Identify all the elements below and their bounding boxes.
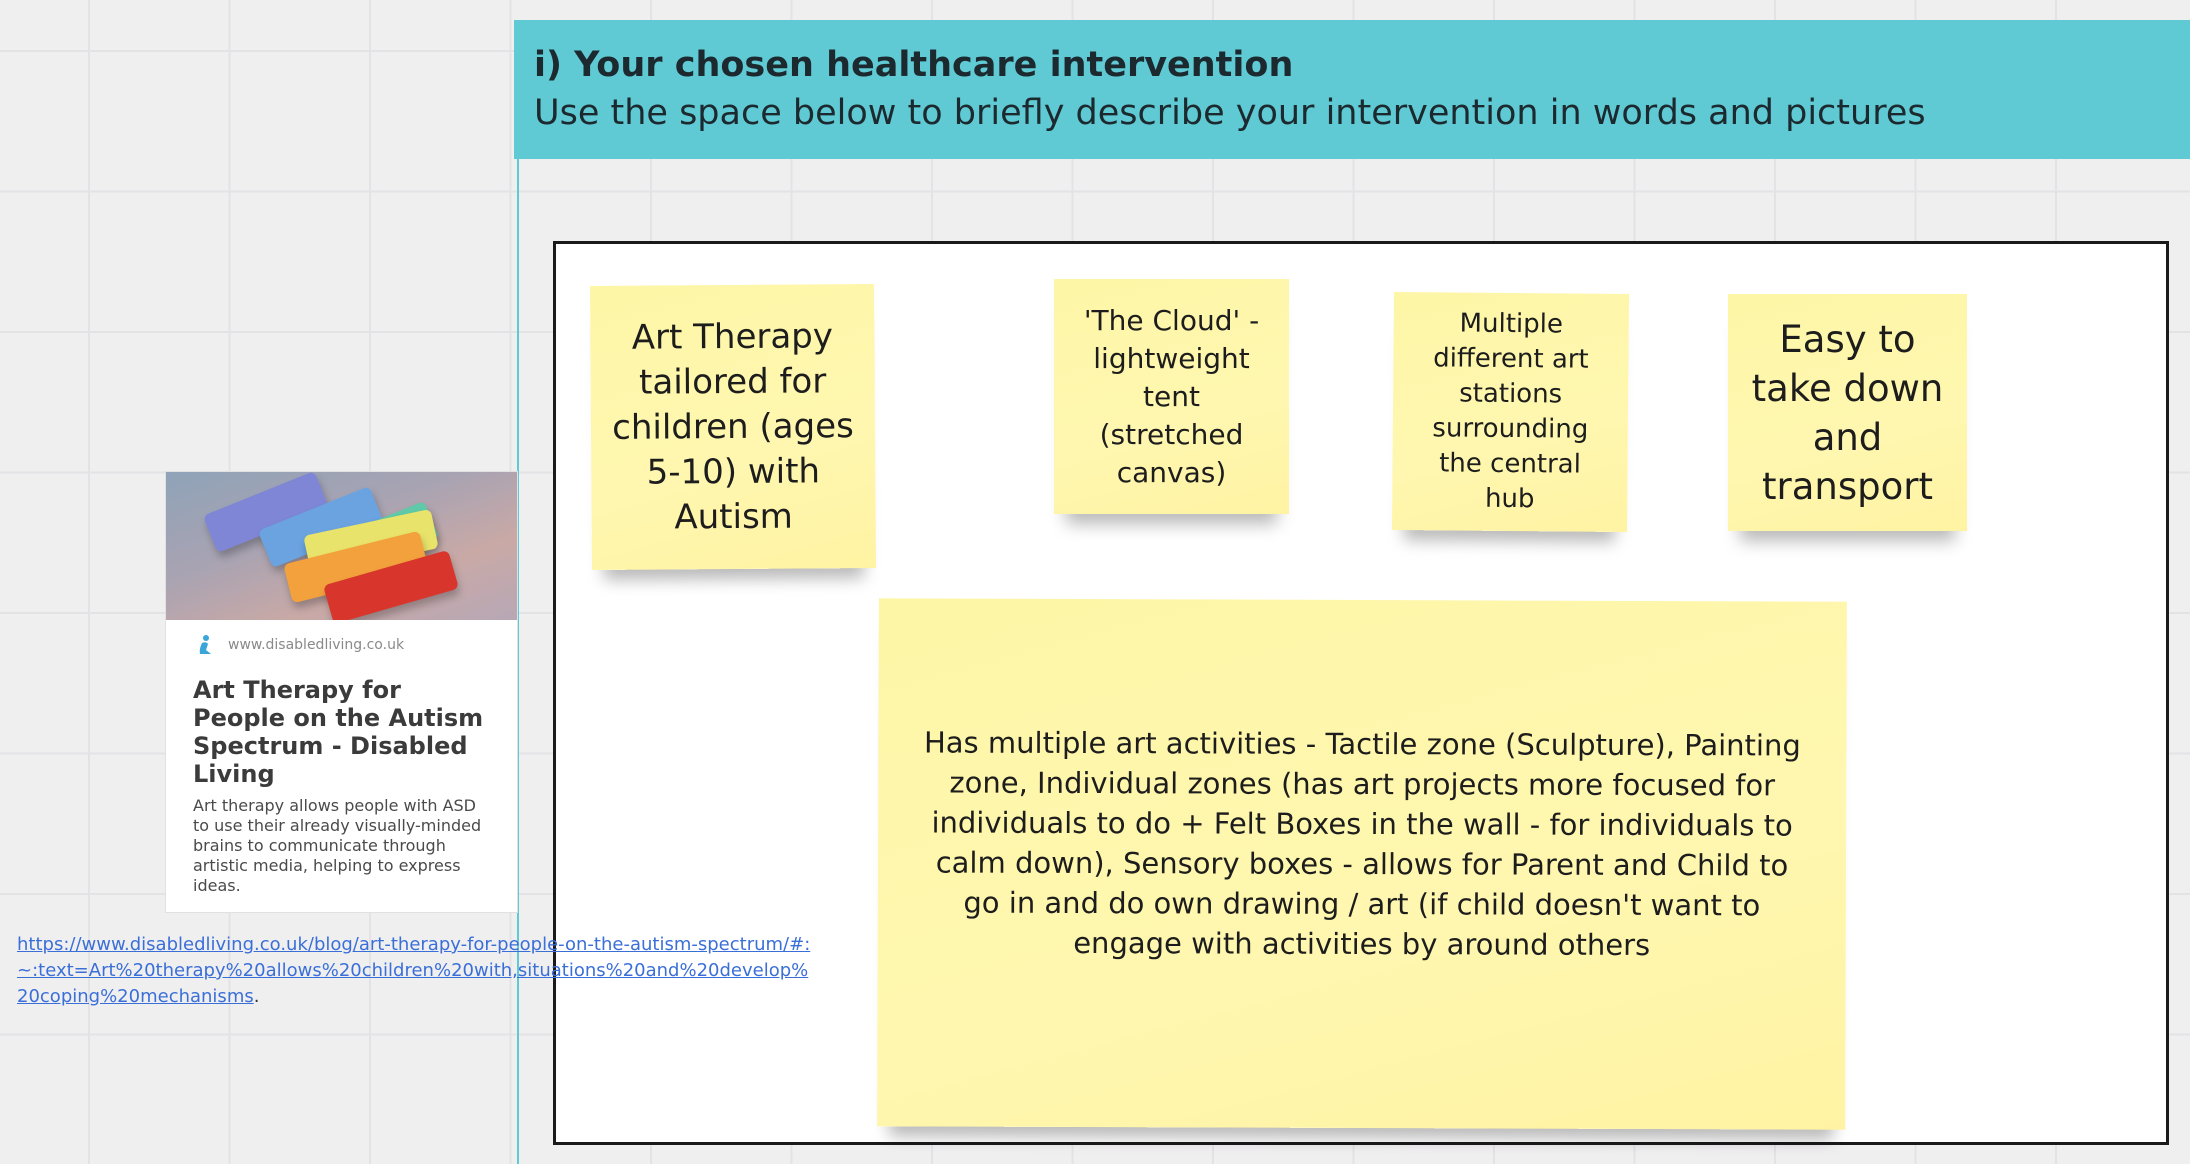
sticky-note-text: Art Therapy tailored for children (ages 5-10) with Autism bbox=[612, 315, 854, 537]
header-subtitle: Use the space below to briefly describe your intervention in words and pictures bbox=[534, 93, 1926, 133]
url-suffix: . bbox=[253, 986, 260, 1007]
card-source-domain: www.disabledliving.co.uk bbox=[228, 637, 405, 653]
frame-header[interactable] bbox=[514, 20, 2190, 159]
card-description: Art therapy allows people with ASD to use their already visually-minded brains to communicate through artistic media, helping to express ideas. bbox=[193, 796, 482, 895]
sticky-note-text: 'The Cloud' - lightweight tent (stretched canvas) bbox=[1083, 303, 1260, 489]
header-title: i) Your chosen healthcare intervention bbox=[534, 45, 1294, 85]
sticky-note-text: Easy to take down and transport bbox=[1751, 317, 1944, 508]
url-text-block bbox=[17, 932, 817, 1010]
card-source bbox=[196, 634, 517, 656]
sticky-note-transport[interactable] bbox=[1728, 294, 1967, 531]
card-title: Art Therapy for People on the Autism Spectrum - Disabled Living bbox=[193, 676, 484, 788]
card-preview-image bbox=[166, 472, 517, 620]
site-favicon-icon bbox=[196, 634, 214, 656]
sticky-note-art-therapy[interactable] bbox=[590, 284, 876, 570]
sticky-note-activities[interactable] bbox=[877, 598, 1847, 1129]
article-url-link[interactable]: https://www.disabledliving.co.uk/blog/art-therapy-for-people-on-the-autism-spectrum/#:~:text=Art%20therapy%20allows%20children%20with,situations%20and%20develop%20coping%20mechanisms bbox=[17, 934, 811, 1007]
sticky-note-art-stations[interactable] bbox=[1392, 292, 1629, 532]
sticky-note-text: Has multiple art activities - Tactile zone (Sculpture), Painting zone, Individual zones (has art projects more focused for individuals to do + Felt Boxes in the wall - for individuals to calm down), Sensory boxes - allows for Parent and Child to go in and do own drawing / art (if child doesn't want to engage with activities by around others bbox=[923, 725, 1801, 963]
sticky-note-the-cloud[interactable] bbox=[1054, 279, 1289, 514]
sticky-note-text: Multiple different art stations surrounding the central hub bbox=[1432, 308, 1589, 515]
link-preview-card[interactable] bbox=[165, 471, 518, 913]
